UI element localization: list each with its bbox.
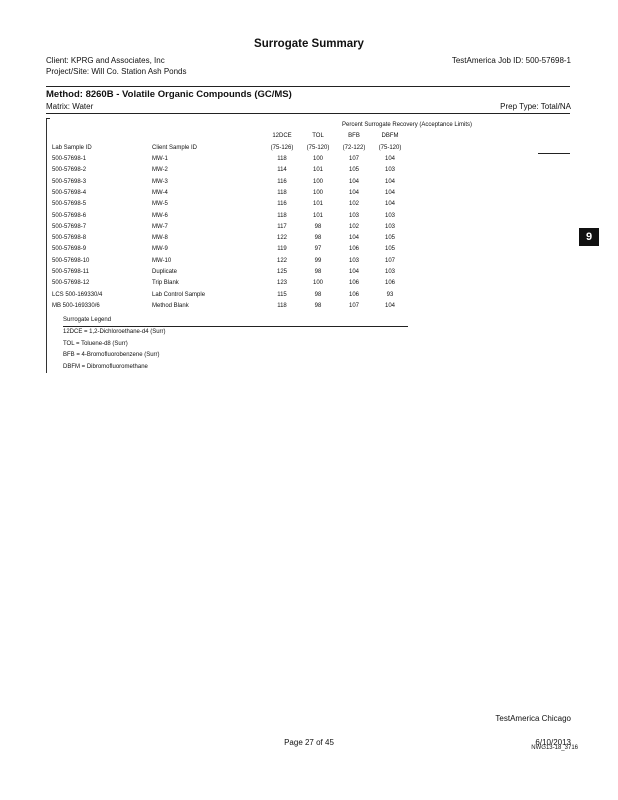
group-header: Percent Surrogate Recovery (Acceptance Limits) bbox=[342, 122, 473, 128]
lab-sample-id: 500-57698-3 bbox=[52, 178, 87, 185]
lab-sample-id: 500-57698-12 bbox=[52, 280, 90, 287]
footer-date: 6/10/2013 bbox=[535, 738, 571, 747]
surrogate-header: BFB bbox=[348, 133, 360, 139]
recovery-value: 115 bbox=[277, 291, 287, 298]
recovery-value: 102 bbox=[348, 201, 359, 208]
lab-sample-id: MB 500-169330/6 bbox=[52, 302, 100, 309]
recovery-value: 103 bbox=[384, 269, 395, 275]
client-sample-id: MW-1 bbox=[152, 156, 168, 162]
legend-item: TOL = Toluene-d8 (Surr) bbox=[63, 340, 128, 347]
prep-type: Prep Type: Total/NA bbox=[500, 102, 571, 111]
footer-company: TestAmerica Chicago bbox=[495, 714, 571, 723]
recovery-value: 98 bbox=[314, 269, 322, 275]
recovery-value: 98 bbox=[314, 291, 322, 298]
header-tick bbox=[538, 153, 570, 154]
surrogate-header: TOL bbox=[312, 133, 324, 139]
legend-item: DBFM = Dibromofluoromethane bbox=[63, 363, 148, 370]
legend-divider bbox=[63, 326, 408, 327]
recovery-value: 103 bbox=[384, 167, 395, 174]
recovery-value: 104 bbox=[348, 269, 359, 275]
col-client-sample-id: Client Sample ID bbox=[152, 145, 198, 151]
lab-sample-id: 500-57698-2 bbox=[52, 167, 87, 174]
recovery-value: 100 bbox=[312, 280, 323, 287]
legend-title: Surrogate Legend bbox=[63, 317, 112, 323]
recovery-value: 100 bbox=[312, 189, 323, 196]
recovery-value: 117 bbox=[277, 223, 287, 230]
lab-sample-id: 500-57698-6 bbox=[52, 212, 87, 219]
lab-sample-id: 500-57698-5 bbox=[52, 201, 87, 208]
matrix-label: Matrix: Water bbox=[46, 102, 94, 111]
client-sample-id: MW-10 bbox=[152, 257, 172, 264]
section-tab: 9 bbox=[579, 228, 599, 246]
recovery-value: 107 bbox=[384, 257, 395, 264]
method-title: Method: 8260B - Volatile Organic Compounds (GC/MS) bbox=[46, 89, 292, 100]
recovery-value: 104 bbox=[348, 189, 359, 196]
recovery-value: 100 bbox=[312, 156, 323, 162]
recovery-value: 101 bbox=[312, 201, 323, 208]
lab-sample-id: 500-57698-4 bbox=[52, 189, 87, 196]
client-sample-id: MW-8 bbox=[152, 235, 168, 242]
recovery-value: 116 bbox=[277, 201, 287, 208]
recovery-value: 118 bbox=[277, 189, 287, 196]
client-sample-id: MW-6 bbox=[152, 212, 168, 219]
header-divider bbox=[46, 86, 570, 87]
recovery-value: 122 bbox=[276, 257, 287, 264]
recovery-value: 98 bbox=[314, 302, 322, 309]
lab-sample-id: 500-57698-8 bbox=[52, 235, 87, 242]
client-line: Client: KPRG and Associates, Inc bbox=[46, 56, 165, 65]
table-corner bbox=[46, 118, 50, 119]
recovery-value: 103 bbox=[384, 223, 395, 230]
col-lab-sample-id: Lab Sample ID bbox=[52, 145, 92, 151]
client-sample-id: MW-7 bbox=[152, 223, 168, 230]
page-title: Surrogate Summary bbox=[254, 38, 364, 50]
legend-item: 12DCE = 1,2-Dichloroethane-d4 (Surr) bbox=[63, 329, 166, 335]
recovery-value: 99 bbox=[314, 257, 322, 264]
recovery-value: 118 bbox=[277, 302, 287, 309]
client-sample-id: MW-9 bbox=[152, 246, 168, 253]
client-sample-id: MW-4 bbox=[152, 189, 168, 196]
client-sample-id: Duplicate bbox=[152, 269, 178, 275]
recovery-value: 107 bbox=[348, 302, 359, 309]
recovery-value: 118 bbox=[277, 212, 287, 219]
recovery-value: 100 bbox=[312, 178, 323, 185]
recovery-value: 103 bbox=[348, 257, 359, 264]
lab-sample-id: 500-57698-1 bbox=[52, 156, 87, 162]
recovery-value: 116 bbox=[277, 178, 287, 185]
recovery-value: 103 bbox=[384, 212, 395, 219]
surrogate-header: DBFM bbox=[381, 133, 399, 139]
recovery-value: 106 bbox=[348, 280, 359, 287]
footer-ref: NWG13-18_3716 bbox=[531, 745, 578, 751]
acceptance-limit: (72-122) bbox=[342, 145, 366, 151]
recovery-value: 104 bbox=[384, 189, 395, 196]
table-left-border bbox=[46, 118, 48, 373]
lab-sample-id: 500-57698-11 bbox=[52, 269, 89, 275]
surrogate-header: 12DCE bbox=[272, 133, 292, 139]
method-divider bbox=[46, 113, 570, 114]
recovery-value: 106 bbox=[348, 246, 359, 253]
footer-page: Page 27 of 45 bbox=[284, 738, 334, 747]
recovery-value: 98 bbox=[314, 235, 322, 242]
recovery-value: 104 bbox=[384, 302, 395, 309]
recovery-value: 101 bbox=[312, 167, 323, 174]
acceptance-limit: (75-120) bbox=[306, 145, 330, 151]
client-sample-id: MW-3 bbox=[152, 178, 168, 185]
acceptance-limit: (75-126) bbox=[270, 145, 294, 151]
recovery-value: 105 bbox=[384, 246, 395, 253]
recovery-value: 118 bbox=[277, 156, 287, 162]
recovery-value: 103 bbox=[348, 212, 359, 219]
legend-item: BFB = 4-Bromofluorobenzene (Surr) bbox=[63, 352, 160, 358]
recovery-value: 97 bbox=[314, 246, 322, 253]
recovery-value: 102 bbox=[348, 223, 359, 230]
lab-sample-id: 500-57698-7 bbox=[52, 223, 87, 230]
client-sample-id: Method Blank bbox=[152, 302, 189, 309]
lab-sample-id: LCS 500-169330/4 bbox=[52, 291, 103, 298]
recovery-value: 101 bbox=[312, 212, 323, 219]
recovery-value: 107 bbox=[348, 156, 359, 162]
recovery-value: 105 bbox=[348, 167, 359, 174]
recovery-value: 106 bbox=[348, 291, 359, 298]
recovery-value: 104 bbox=[348, 178, 359, 185]
client-sample-id: Lab Control Sample bbox=[152, 291, 206, 298]
recovery-value: 104 bbox=[348, 235, 359, 242]
job-id: TestAmerica Job ID: 500-57698-1 bbox=[451, 56, 571, 65]
recovery-value: 125 bbox=[276, 269, 287, 275]
recovery-value: 114 bbox=[277, 167, 287, 174]
project-line: Project/Site: Will Co. Station Ash Ponds bbox=[46, 67, 187, 76]
recovery-value: 106 bbox=[384, 280, 395, 287]
client-sample-id: Trip Blank bbox=[152, 280, 179, 287]
acceptance-limit: (75-120) bbox=[378, 145, 402, 151]
recovery-value: 119 bbox=[277, 246, 287, 253]
client-sample-id: MW-5 bbox=[152, 201, 168, 208]
recovery-value: 104 bbox=[384, 178, 395, 185]
recovery-value: 104 bbox=[384, 156, 395, 162]
recovery-value: 123 bbox=[276, 280, 287, 287]
recovery-value: 98 bbox=[314, 223, 322, 230]
recovery-value: 93 bbox=[386, 291, 394, 298]
recovery-value: 105 bbox=[384, 235, 395, 242]
client-sample-id: MW-2 bbox=[152, 167, 168, 174]
recovery-value: 104 bbox=[384, 201, 395, 208]
lab-sample-id: 500-57698-10 bbox=[52, 257, 90, 264]
lab-sample-id: 500-57698-9 bbox=[52, 246, 87, 253]
recovery-value: 122 bbox=[276, 235, 287, 242]
